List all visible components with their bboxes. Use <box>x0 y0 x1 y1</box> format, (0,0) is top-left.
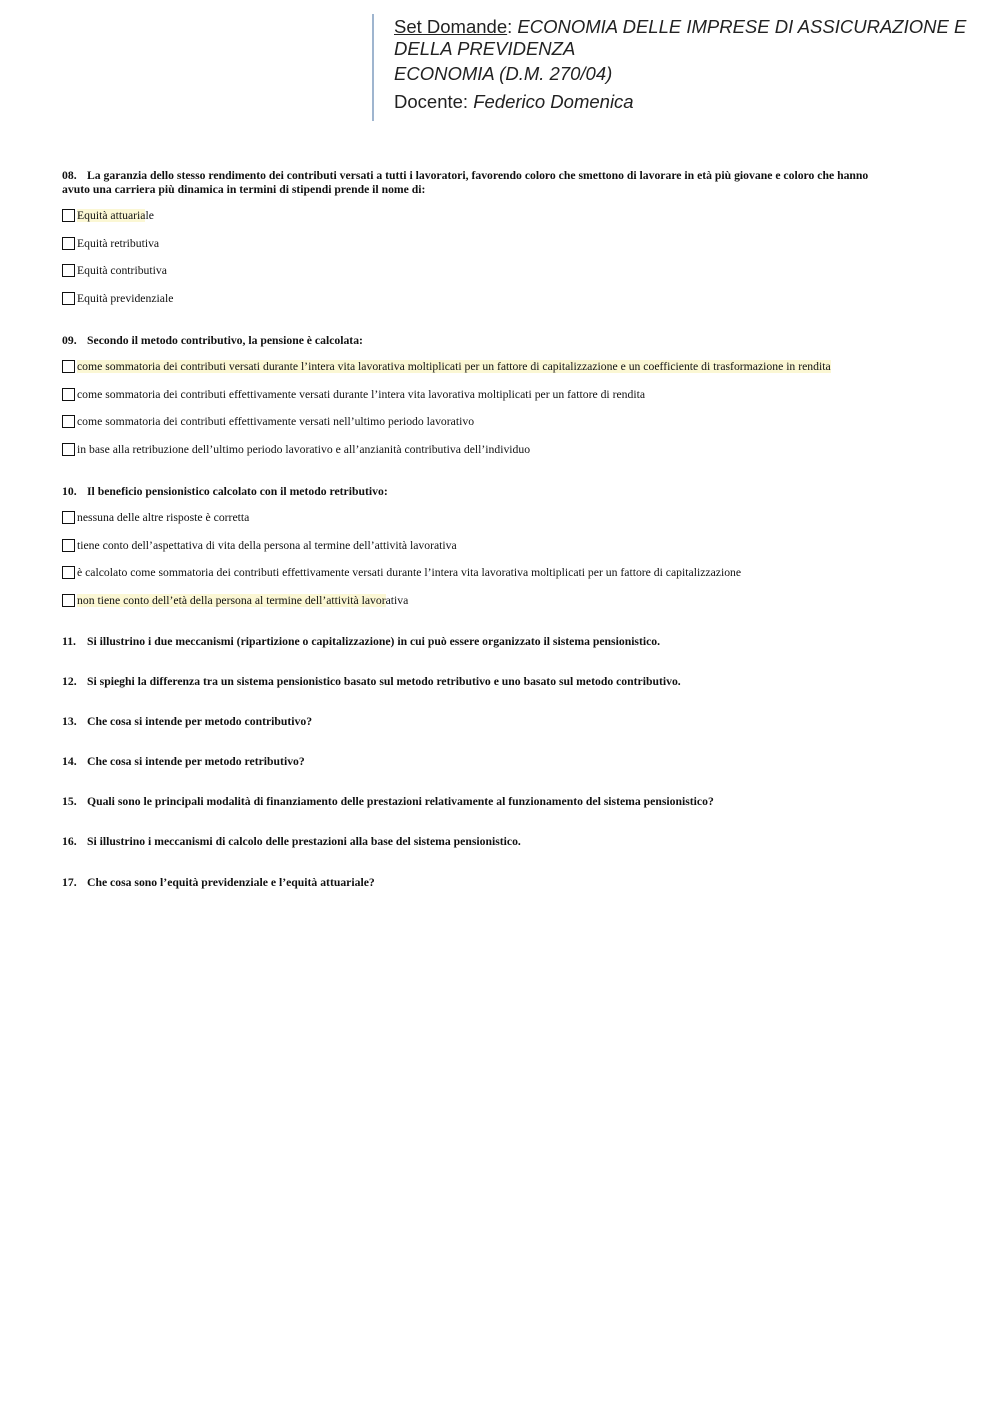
question-text: Secondo il metodo contributivo, la pensione è calcolata: <box>87 334 363 347</box>
question-number: 14. <box>62 755 77 768</box>
question-number: 09. <box>62 334 77 347</box>
answer-checkbox[interactable] <box>62 594 75 607</box>
question-number: 10. <box>62 485 77 498</box>
answer-checkbox[interactable] <box>62 209 75 222</box>
question-14 <box>62 755 942 769</box>
answer-checkbox[interactable] <box>62 566 75 579</box>
question-text: Si illustrino i meccanismi di calcolo delle prestazioni alla base del sistema pensionistico. <box>87 835 521 848</box>
question-number: 17. <box>62 876 77 889</box>
highlighted-text: Equità attuaria <box>77 209 146 222</box>
question-text: Quali sono le principali modalità di finanziamento delle prestazioni relativamente al funzionamento del sistema pensionistico? <box>87 795 714 808</box>
question-16 <box>62 835 942 849</box>
answer-option: tiene conto dell’aspettativa di vita della persona al termine dell’attività lavorativa <box>62 538 457 554</box>
question-text-continued: avuto una carriera più dinamica in termini di stipendi prende il nome di: <box>62 183 426 196</box>
set-separator: : <box>507 16 518 37</box>
question-15 <box>62 795 942 809</box>
answer-checkbox[interactable] <box>62 264 75 277</box>
set-label: Set Domande <box>394 16 508 37</box>
answer-checkbox[interactable] <box>62 511 75 524</box>
question-number: 15. <box>62 795 77 808</box>
degree-label: ECONOMIA (D.M. 270/04) <box>394 63 613 84</box>
answer-checkbox[interactable] <box>62 388 75 401</box>
question-number: 11. <box>62 635 76 648</box>
question-text: 08. La garanzia dello stesso rendimento dei contributi versati a tutti i lavoratori, favorendo coloro che smettono di lavorare in età più giovane e coloro che hanno <box>62 169 869 182</box>
question-number: 08. <box>62 169 77 182</box>
teacher-label: Docente: <box>394 91 474 112</box>
question-text: Si spieghi la differenza tra un sistema pensionistico basato sul metodo retributivo e uno basato sul metodo contributivo. <box>87 675 681 688</box>
question-text: Che cosa si intende per metodo retributivo? <box>87 755 305 768</box>
course-title-line1: ECONOMIA DELLE IMPRESE DI ASSICURAZIONE E <box>517 16 967 37</box>
teacher-name: Federico Domenica <box>473 91 634 112</box>
answer-checkbox[interactable] <box>62 539 75 552</box>
question-17 <box>62 876 942 890</box>
answer-option: non tiene conto dell’età della persona al termine dell’attività lavorativa <box>62 593 408 609</box>
question-text: Si illustrino i due meccanismi (ripartizione o capitalizzazione) in cui può essere organizzato il sistema pensionistico. <box>87 635 661 648</box>
teacher-line <box>394 91 992 113</box>
answer-checkbox[interactable] <box>62 443 75 456</box>
answer-option: nessuna delle altre risposte è corretta <box>62 510 249 526</box>
question-11 <box>62 635 942 649</box>
highlighted-text: non tiene conto dell’età della persona al termine dell’attività lavor <box>77 594 386 607</box>
question-text: Che cosa sono l’equità previdenziale e l’equità attuariale? <box>87 876 375 889</box>
question-09 <box>62 334 942 348</box>
question-text: Il beneficio pensionistico calcolato con il metodo retributivo: <box>87 485 388 498</box>
question-13 <box>62 715 942 729</box>
answer-option: Equità retributiva <box>62 236 159 252</box>
question-number: 12. <box>62 675 77 688</box>
answer-option: è calcolato come sommatoria dei contributi effettivamente versati durante l’intera vita lavorativa moltiplicati per un fattore di capitalizzazione <box>62 565 741 581</box>
answer-option <box>62 359 831 375</box>
question-number: 16. <box>62 835 77 848</box>
answer-option: Equità attuariale <box>62 208 154 224</box>
answer-option: Equità previdenziale <box>62 291 173 307</box>
answer-checkbox[interactable] <box>62 237 75 250</box>
highlighted-text: come sommatoria dei contributi versati durante l’intera vita lavorativa moltiplicati per un fattore di capitalizzazione e un coefficiente di trasformazione in rendita <box>77 360 831 373</box>
question-number: 13. <box>62 715 77 728</box>
course-title-line2: DELLA PREVIDENZA <box>394 38 576 59</box>
set-title-line <box>394 14 992 38</box>
question-12 <box>62 675 942 689</box>
question-08 <box>62 169 942 197</box>
question-10 <box>62 485 942 499</box>
answer-checkbox[interactable] <box>62 360 75 373</box>
answer-checkbox[interactable] <box>62 292 75 305</box>
answer-option: Equità contributiva <box>62 263 167 279</box>
answer-checkbox[interactable] <box>62 415 75 428</box>
answer-option: come sommatoria dei contributi effettivamente versati nell’ultimo periodo lavorativo <box>62 414 474 430</box>
answer-option: come sommatoria dei contributi effettivamente versati durante l’intera vita lavorativa moltiplicati per un fattore di rendita <box>62 387 645 403</box>
document-header <box>372 14 992 121</box>
question-text: Che cosa si intende per metodo contributivo? <box>87 715 313 728</box>
answer-option: in base alla retribuzione dell’ultimo periodo lavorativo e all’anzianità contributiva dell’individuo <box>62 442 530 458</box>
